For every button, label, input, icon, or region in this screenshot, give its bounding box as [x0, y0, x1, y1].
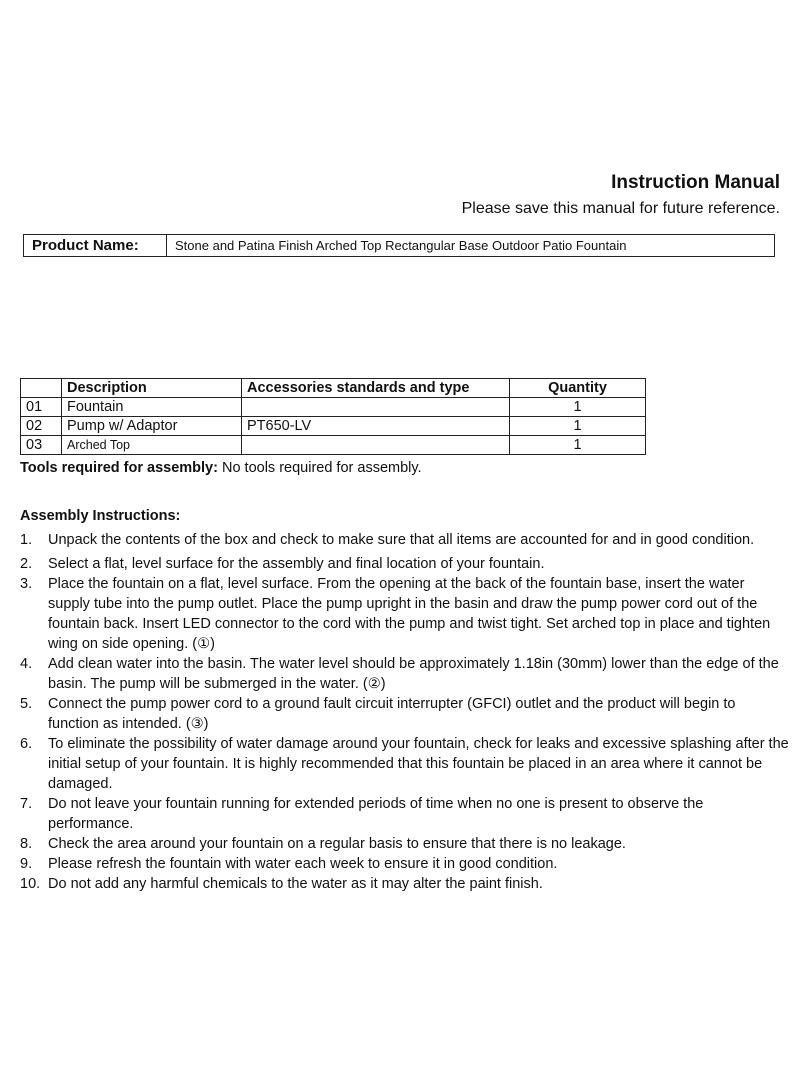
- part-index: 03: [21, 436, 62, 455]
- step-number: 3.: [20, 576, 33, 592]
- step-text: Add clean water into the basin. The water level should be approximately 1.18in (30mm) lower than the edge of the basin. The pump will be submerged in the water. (②): [48, 656, 779, 692]
- part-description: Pump w/ Adaptor: [62, 417, 242, 436]
- product-name-table: [23, 234, 775, 257]
- part-index: 01: [21, 398, 62, 417]
- tools-required-text: No tools required for assembly.: [217, 460, 422, 476]
- step-text: Please refresh the fountain with water each week to ensure it in good condition.: [48, 856, 558, 872]
- list-item: [20, 528, 790, 552]
- step-text: To eliminate the possibility of water damage around your fountain, check for leaks and excessive splashing after the initial setup of your fountain. It is highly recommended that this fountain be placed in an area where it cannot be damaged.: [48, 736, 789, 792]
- step-text: Select a flat, level surface for the assembly and final location of your fountain.: [48, 556, 545, 572]
- list-item: [20, 654, 790, 694]
- parts-header-description: Description: [62, 379, 242, 398]
- table-row: [21, 398, 646, 417]
- list-item: [20, 854, 790, 874]
- part-quantity: 1: [510, 417, 646, 436]
- part-quantity: 1: [510, 436, 646, 455]
- list-item: [20, 834, 790, 854]
- part-description: Arched Top: [62, 436, 242, 455]
- part-accessories: PT650-LV: [242, 417, 510, 436]
- step-number: 5.: [20, 696, 33, 712]
- table-row: [21, 436, 646, 455]
- step-text: Do not leave your fountain running for extended periods of time when no one is present to observe the performance.: [48, 796, 704, 832]
- manual-header: [462, 170, 780, 221]
- part-accessories: [242, 398, 510, 417]
- step-number: 1.: [20, 532, 33, 548]
- step-text: Do not add any harmful chemicals to the water as it may alter the paint finish.: [48, 876, 543, 892]
- assembly-steps: [20, 528, 790, 894]
- parts-header-accessories: Accessories standards and type: [242, 379, 510, 398]
- step-number: 2.: [20, 556, 33, 572]
- step-number: 9.: [20, 856, 33, 872]
- step-number: 8.: [20, 836, 33, 852]
- step-number: 6.: [20, 736, 33, 752]
- step-text: Check the area around your fountain on a regular basis to ensure that there is no leakage.: [48, 836, 626, 852]
- step-text: Unpack the contents of the box and check to make sure that all items are accounted for and in good condition.: [48, 532, 755, 548]
- parts-header-row: [21, 379, 646, 398]
- parts-table: [20, 378, 646, 455]
- list-item: [20, 554, 790, 574]
- part-index: 02: [21, 417, 62, 436]
- step-text: Connect the pump power cord to a ground fault circuit interrupter (GFCI) outlet and the product will begin to function as intended. (③): [48, 696, 736, 732]
- parts-header-quantity: Quantity: [510, 379, 646, 398]
- tools-required-label: Tools required for assembly:: [20, 460, 218, 476]
- part-description: Fountain: [62, 398, 242, 417]
- step-number: 10.: [20, 876, 41, 892]
- list-item: [20, 574, 790, 654]
- tools-required: [20, 458, 422, 478]
- part-accessories: [242, 436, 510, 455]
- step-number: 4.: [20, 656, 33, 672]
- step-text: Place the fountain on a flat, level surface. From the opening at the back of the fountain base, insert the water supply tube into the pump outlet. Place the pump upright in the basin and draw the pump power cord out of the fountain back. Insert LED connector to the cord with the pump and twist tight. Set arched top in place and tighten wing on side opening. (①): [48, 576, 771, 652]
- list-item: [20, 794, 790, 834]
- manual-subtitle: Please save this manual for future reference.: [461, 200, 780, 217]
- list-item: [20, 694, 790, 734]
- list-item: [20, 874, 790, 894]
- product-name-row: [24, 235, 775, 257]
- parts-header-index: [21, 379, 62, 398]
- manual-title: Instruction Manual: [611, 172, 780, 193]
- step-number: 7.: [20, 796, 33, 812]
- list-item: [20, 734, 790, 794]
- table-row: [21, 417, 646, 436]
- product-name-value: Stone and Patina Finish Arched Top Rectangular Base Outdoor Patio Fountain: [167, 235, 775, 257]
- assembly-heading: Assembly Instructions:: [20, 508, 181, 524]
- product-name-label: Product Name:: [24, 235, 167, 257]
- part-quantity: 1: [510, 398, 646, 417]
